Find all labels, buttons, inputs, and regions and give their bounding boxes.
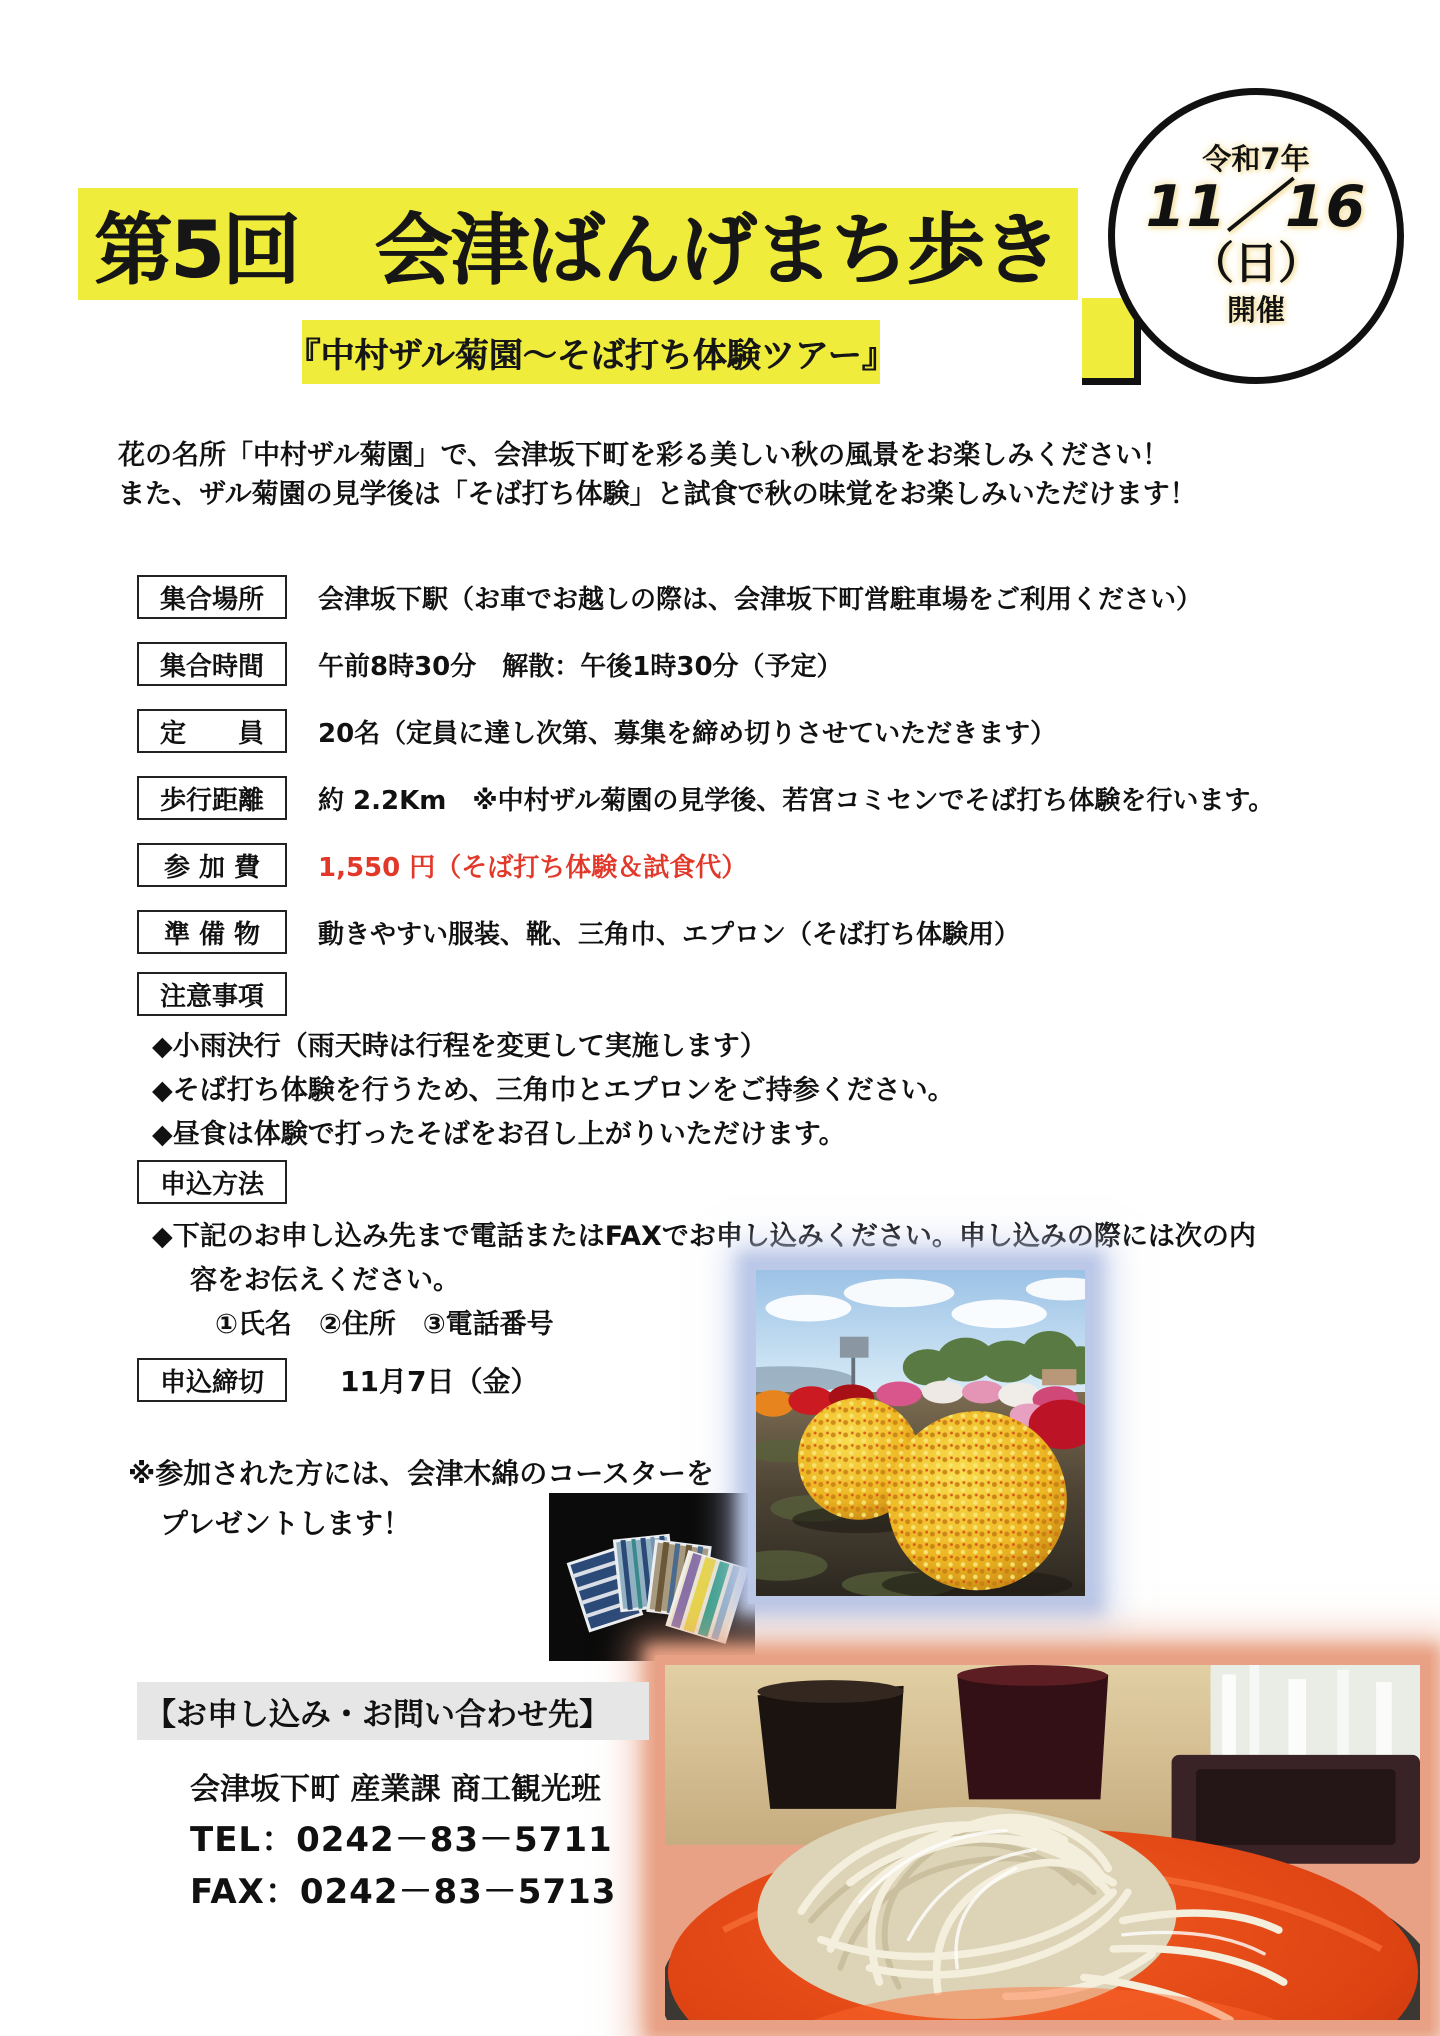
value-capacity: 20名（定員に達し次第、募集を締め切りさせていただきます） [318,718,1057,749]
value-items-to-bring: 動きやすい服装、靴、三角巾、エプロン（そば打ち体験用） [318,919,1021,950]
date-badge-weekday: （日） [1190,238,1322,289]
value-meeting-time: 午前8時30分 解散：午後1時30分（予定） [318,651,843,682]
aizu-cotton-coasters-photo [549,1493,755,1661]
contact-heading: 【お申し込み・お問い合わせ先】 [137,1682,649,1740]
label-fee: 参 加 費 [137,843,287,887]
date-badge-date: 11／16 [1145,174,1367,240]
event-title: 第5回 会津ばんげまち歩き [94,206,1059,296]
contact-tel: TEL：0242－83－5711 [190,1820,613,1860]
value-meeting-place: 会津坂下駅（お車でお越しの際は、会津坂下町営駐車場をご利用ください） [318,584,1203,615]
chrysanthemum-illustration [756,1270,1085,1596]
label-capacity: 定 員 [137,709,287,753]
label-items-to-bring: 準 備 物 [137,910,287,954]
intro-line-2: また、ザル菊園の見学後は「そば打ち体験」と試食で秋の味覚をお楽しみいただけます！ [118,479,1197,510]
label-meeting-place: 集合場所 [137,575,287,619]
soba-noodles-photo [655,1655,1430,2030]
value-walking-distance: 約 2.2Km ※中村ザル菊園の見学後、若宮コミセンでそば打ち体験を行います。 [318,785,1275,816]
value-fee: 1,550 円（そば打ち体験＆試食代） [318,852,748,883]
soba-illustration [665,1665,1420,2020]
contact-org: 会津坂下町 産業課 商工観光班 [190,1772,601,1807]
label-application-method: 申込方法 [137,1160,287,1204]
label-deadline: 申込締切 [137,1358,287,1402]
contact-fax: FAX：0242－83－5713 [190,1872,617,1912]
note-item-3: ◆昼食は体験で打ったそばをお召し上がりいただけます。 [152,1119,846,1150]
date-badge-held: 開催 [1226,293,1285,327]
date-badge-era: 令和7年 [1202,142,1310,176]
date-badge [1108,88,1404,384]
value-deadline: 11月7日（金） [340,1365,539,1398]
application-line-3: ①氏名 ②住所 ③電話番号 [215,1309,554,1340]
application-line-2: 容をお伝えください。 [190,1265,460,1296]
note-item-2: ◆そば打ち体験を行うため、三角巾とエプロンをご持参ください。 [152,1075,955,1106]
present-line-1: ※参加された方には、会津木綿のコースターを [128,1457,714,1490]
note-item-1: ◆小雨決行（雨天時は行程を変更して実施します） [152,1031,767,1062]
label-walking-distance: 歩行距離 [137,776,287,820]
event-subtitle: 『中村ザル菊園～そば打ち体験ツアー』 [286,335,896,376]
label-notes: 注意事項 [137,972,287,1016]
intro-line-1: 花の名所「中村ザル菊園」で、会津坂下町を彩る美しい秋の風景をお楽しみください！ [118,440,1170,471]
chrysanthemum-field-photo [748,1262,1093,1604]
title-band [78,188,1078,300]
label-meeting-time: 集合時間 [137,642,287,686]
coasters-illustration [549,1493,755,1661]
present-line-2: プレゼントします！ [160,1507,411,1540]
application-line-1: ◆下記のお申し込み先まで電話またはFAXでお申し込みください。申し込みの際には次の内 [152,1221,1256,1252]
subtitle-band [286,320,896,384]
